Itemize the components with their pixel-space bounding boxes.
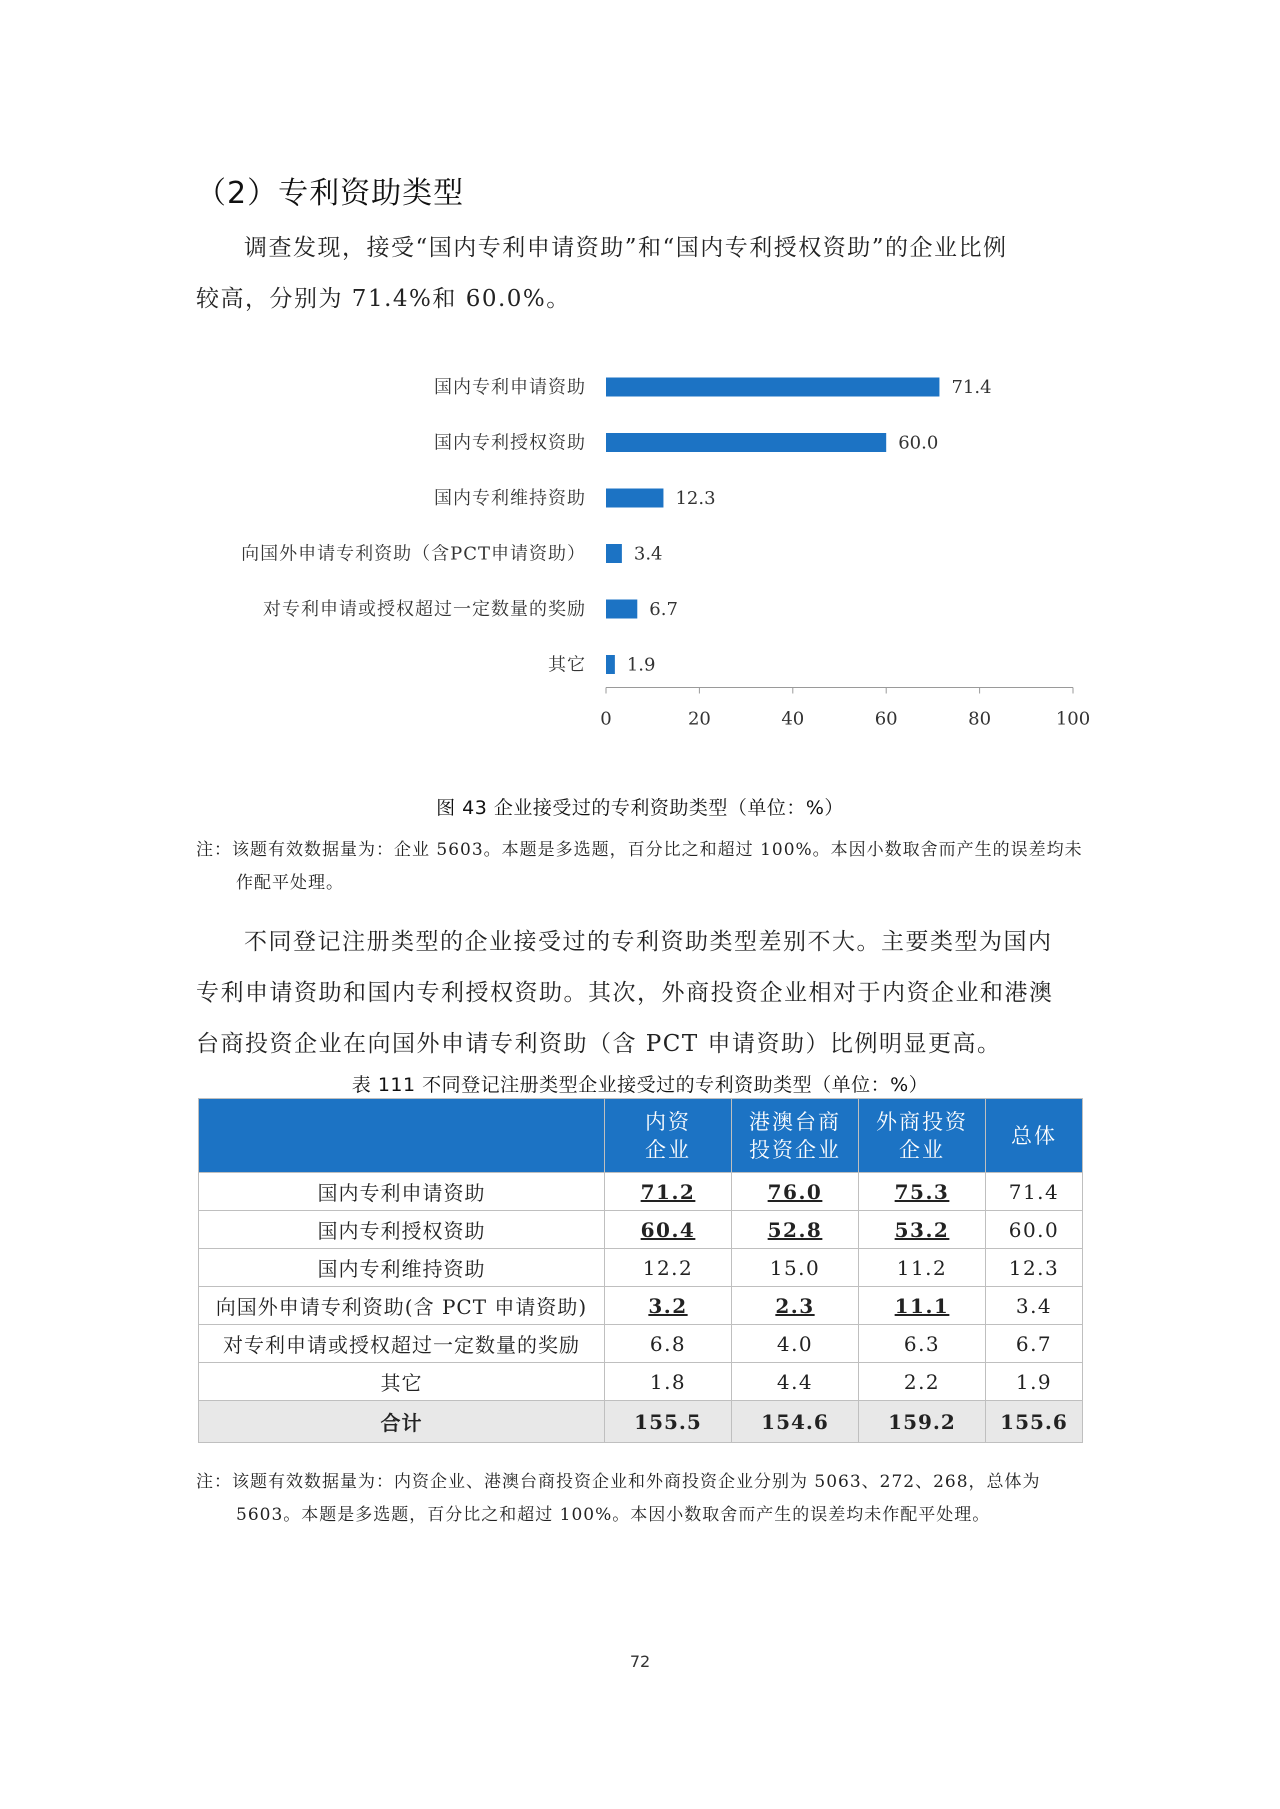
table-header-row — [199, 1099, 1083, 1173]
table-cell: 3.4 — [986, 1287, 1083, 1325]
table-cell: 2.2 — [859, 1363, 986, 1401]
x-tick-label: 80 — [968, 708, 992, 730]
row-label: 其它 — [199, 1363, 605, 1401]
bar — [606, 489, 663, 508]
figure-caption: 图 43 企业接受过的专利资助类型（单位：%） — [436, 797, 844, 819]
figure-note — [196, 834, 1096, 900]
total-cell: 155.5 — [605, 1401, 732, 1443]
x-tick-label: 0 — [600, 708, 612, 730]
table-caption: 表 111 不同登记注册类型企业接受过的专利资助类型（单位：%） — [351, 1074, 929, 1096]
x-tick-label: 60 — [874, 708, 898, 730]
table-row — [199, 1173, 1083, 1211]
comparison-line-2: 专利申请资助和国内专利授权资助。其次，外商投资企业相对于内资企业和港澳 — [196, 980, 1054, 1006]
table-cell: 3.2 — [605, 1287, 732, 1325]
table-cell: 71.4 — [986, 1173, 1083, 1211]
table-row — [199, 1363, 1083, 1401]
table-cell: 6.3 — [859, 1325, 986, 1363]
comparison-line-3: 台商投资企业在向国外申请专利资助（含 PCT 申请资助）比例明显更高。 — [196, 1031, 1002, 1057]
table-cell: 12.2 — [605, 1249, 732, 1287]
table-cell: 60.0 — [986, 1211, 1083, 1249]
category-label: 其它 — [548, 654, 586, 676]
category-label: 国内专利授权资助 — [434, 432, 586, 454]
table-cell: 4.4 — [732, 1363, 859, 1401]
figure-note-text: 注：该题有效数据量为：企业 5603。本题是多选题，百分比之和超过 100%。本因小数取舍而产生的误差均未作配平处理。 — [196, 840, 1083, 893]
table-cell: 60.4 — [605, 1211, 732, 1249]
column-header: 总体 — [986, 1099, 1083, 1173]
value-label: 3.4 — [633, 543, 663, 565]
x-tick-label: 40 — [781, 708, 805, 730]
intro-paragraph — [196, 223, 1096, 325]
category-label: 向国外申请专利资助（含PCT申请资助） — [241, 543, 586, 565]
table-cell: 53.2 — [859, 1211, 986, 1249]
column-header: 外商投资 企业 — [859, 1099, 986, 1173]
total-cell: 155.6 — [986, 1401, 1083, 1443]
table-total-row — [199, 1401, 1083, 1443]
table-cell: 6.7 — [986, 1325, 1083, 1363]
value-label: 71.4 — [951, 377, 992, 398]
subsidy-table — [198, 1098, 1083, 1443]
table-cell: 76.0 — [732, 1173, 859, 1211]
comparison-line-1: 不同登记注册类型的企业接受过的专利资助类型差别不大。主要类型为国内 — [244, 929, 1053, 955]
table-note — [196, 1466, 1096, 1532]
table-row — [199, 1249, 1083, 1287]
table-row — [199, 1325, 1083, 1363]
bar — [606, 600, 637, 619]
table-cell: 1.9 — [986, 1363, 1083, 1401]
total-label: 合计 — [199, 1401, 605, 1443]
table-body — [199, 1173, 1083, 1401]
row-label: 向国外申请专利资助(含 PCT 申请资助) — [199, 1287, 605, 1325]
table-row — [199, 1211, 1083, 1249]
category-label: 对专利申请或授权超过一定数量的奖励 — [263, 599, 586, 620]
section-heading: （2）专利资助类型 — [196, 176, 465, 211]
page-number: 72 — [629, 1652, 651, 1671]
comparison-paragraph — [196, 917, 1096, 1070]
table-cell: 11.2 — [859, 1249, 986, 1287]
category-label: 国内专利申请资助 — [434, 377, 586, 398]
table-cell: 75.3 — [859, 1173, 986, 1211]
row-label: 国内专利授权资助 — [199, 1211, 605, 1249]
table-cell: 52.8 — [732, 1211, 859, 1249]
value-label: 6.7 — [649, 599, 678, 620]
table-cell: 4.0 — [732, 1325, 859, 1363]
total-cell: 159.2 — [859, 1401, 986, 1443]
value-label: 1.9 — [626, 654, 656, 676]
row-label: 国内专利维持资助 — [199, 1249, 605, 1287]
value-label: 60.0 — [898, 432, 939, 454]
intro-line-2: 较高，分别为 71.4%和 60.0%。 — [196, 286, 571, 312]
header-blank — [199, 1099, 605, 1173]
intro-line-1: 调查发现，接受“国内专利申请资助”和“国内专利授权资助”的企业比例 — [244, 235, 1008, 261]
value-label: 12.3 — [675, 488, 716, 509]
table-row — [199, 1287, 1083, 1325]
table-cell: 11.1 — [859, 1287, 986, 1325]
bar — [606, 378, 939, 397]
bar-chart — [196, 360, 1096, 760]
column-header: 内资 企业 — [605, 1099, 732, 1173]
table-cell: 6.8 — [605, 1325, 732, 1363]
row-label: 国内专利申请资助 — [199, 1173, 605, 1211]
total-cell: 154.6 — [732, 1401, 859, 1443]
x-tick-label: 20 — [687, 708, 711, 730]
table-cell: 15.0 — [732, 1249, 859, 1287]
table-cell: 2.3 — [732, 1287, 859, 1325]
bar — [606, 433, 886, 452]
table-cell: 12.3 — [986, 1249, 1083, 1287]
bar — [606, 544, 622, 563]
category-label: 国内专利维持资助 — [434, 488, 586, 509]
table-note-text: 注：该题有效数据量为：内资企业、港澳台商投资企业和外商投资企业分别为 5063、272、268，总体为 5603。本题是多选题，百分比之和超过 100%。本因小数取舍而产生的误差均未作配平处理。 — [196, 1472, 1041, 1525]
bar — [606, 655, 615, 674]
column-header: 港澳台商 投资企业 — [732, 1099, 859, 1173]
table-cell: 71.2 — [605, 1173, 732, 1211]
table-cell: 1.8 — [605, 1363, 732, 1401]
x-tick-label: 100 — [1055, 708, 1091, 730]
row-label: 对专利申请或授权超过一定数量的奖励 — [199, 1325, 605, 1363]
